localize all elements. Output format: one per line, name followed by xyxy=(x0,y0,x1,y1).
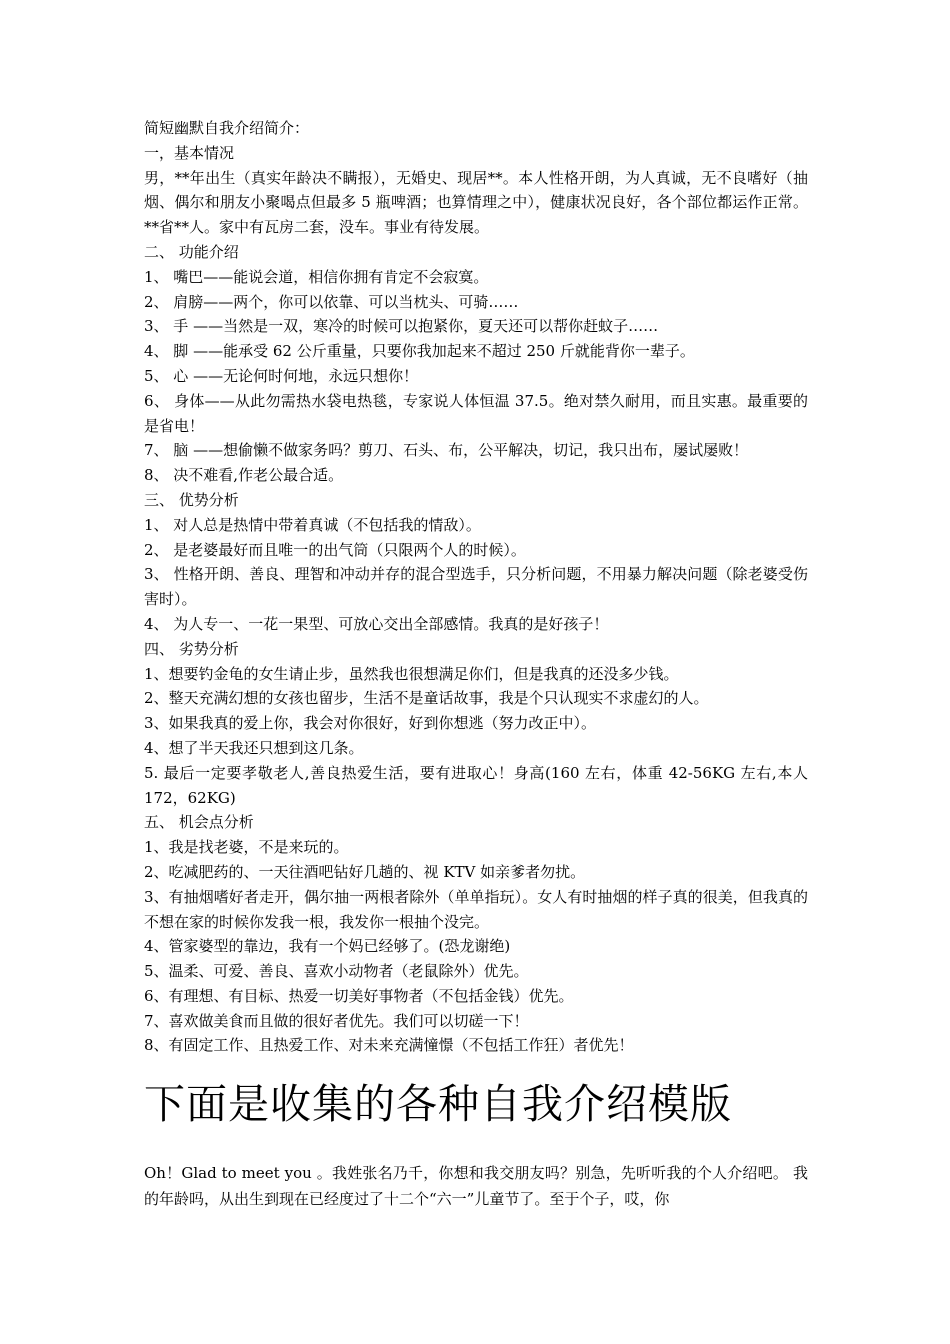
list-item: 7、 脑 ——想偷懒不做家务吗？剪刀、石头、布，公平解决，切记，我只出布，屡试屡败！ xyxy=(144,441,749,460)
list-item: 1、想要钓金龟的女生请止步，虽然我也很想满足你们，但是我真的还没多少钱。 xyxy=(144,664,679,683)
section-heading-functions: 二、 功能介绍 xyxy=(144,242,239,261)
list-item: 7、喜欢做美食而且做的很好者优先。我们可以切磋一下！ xyxy=(144,1011,529,1030)
list-item: 5. 最后一定要孝敬老人,善良热爱生活，要有进取心！身高(160 左右，体重 42-56KG 左右,本人 172，62KG) xyxy=(144,763,808,807)
closing-section xyxy=(144,1160,808,1212)
list-item: 3、 手 ——当然是一双，寒冷的时候可以抱紧你，夏天还可以帮你赶蚊子…… xyxy=(144,317,659,336)
list-item: 4、想了半天我还只想到这几条。 xyxy=(144,738,364,757)
templates-heading: 下面是收集的各种自我介绍模版 xyxy=(144,1080,732,1128)
basic-info-paragraph: 男，**年出生（真实年龄决不瞒报），无婚史、现居**。本人性格开朗，为人真诚，无不良嗜好（抽烟、偶尔和朋友小聚喝点但最多 5 瓶啤酒；也算情理之中），健康状况良好，各个部位都运作正常。**省**人。家中有瓦房二套，没车。事业有待发展。 xyxy=(144,168,808,237)
list-item: 6、 身体——从此勿需热水袋电热毯，专家说人体恒温 37.5。绝对禁久耐用，而且实惠。最重要的是省电！ xyxy=(144,391,808,435)
list-item: 1、 对人总是热情中带着真诚（不包括我的情敌）。 xyxy=(144,515,481,534)
list-item: 3、 性格开朗、善良、理智和冲动并存的混合型选手，只分析问题，不用暴力解决问题（除老婆受伤害时）。 xyxy=(144,565,808,609)
section-heading-strengths: 三、 优势分析 xyxy=(144,490,239,509)
list-item: 2、 是老婆最好而且唯一的出气筒（只限两个人的时候）。 xyxy=(144,540,526,559)
list-item: 1、我是找老婆，不是来玩的。 xyxy=(144,838,349,857)
intro-title: 简短幽默自我介绍简介： xyxy=(144,119,310,137)
list-item: 4、管家婆型的靠边，我有一个妈已经够了。(恐龙谢绝) xyxy=(144,937,511,956)
section-heading-weaknesses: 四、 劣势分析 xyxy=(144,639,239,658)
section-heading-basic: 一，基本情况 xyxy=(144,143,235,162)
list-item: 8、有固定工作、且热爱工作、对未来充满憧憬（不包括工作狂）者优先！ xyxy=(144,1036,634,1055)
list-item: 1、 嘴巴——能说会道，相信你拥有肯定不会寂寞。 xyxy=(144,267,489,286)
list-item: 3、有抽烟嗜好者走开，偶尔抽一两根者除外（单单指玩）。女人有时抽烟的样子真的很美，但我真的不想在家的时候你发我一根，我发你一根抽个没完。 xyxy=(144,887,808,931)
closing-paragraph: Oh！Glad to meet you 。我姓张名乃千，你想和我交朋友吗？别急，先听听我的个人介绍吧。 我的年龄吗，从出生到现在已经度过了十二个“六一”儿童节了。至于个子，哎，你 xyxy=(144,1164,808,1208)
list-item: 6、有理想、有目标、热爱一切美好事物者（不包括金钱）优先。 xyxy=(144,986,574,1005)
list-item: 2、 肩膀——两个，你可以依靠、可以当枕头、可骑…… xyxy=(144,292,519,311)
list-item: 5、 心 ——无论何时何地，永远只想你！ xyxy=(144,366,419,385)
document-body xyxy=(144,116,808,1058)
list-item: 5、温柔、可爱、善良、喜欢小动物者（老鼠除外）优先。 xyxy=(144,962,529,981)
list-item: 8、 决不难看,作老公最合适。 xyxy=(144,466,344,485)
list-item: 4、 脚 ——能承受 62 公斤重量，只要你我加起来不超过 250 斤就能背你一辈子。 xyxy=(144,342,695,361)
list-item: 3、如果我真的爱上你，我会对你很好，好到你想逃（努力改正中）。 xyxy=(144,714,597,733)
list-item: 2、整天充满幻想的女孩也留步，生活不是童话故事，我是个只认现实不求虚幻的人。 xyxy=(144,689,709,708)
list-item: 2、吃减肥药的、一天往酒吧钻好几趟的、视 KTV 如亲爹者勿扰。 xyxy=(144,862,586,881)
list-item: 4、 为人专一、一花一果型、可放心交出全部感情。我真的是好孩子！ xyxy=(144,614,609,633)
section-heading-opportunities: 五、 机会点分析 xyxy=(144,813,254,832)
